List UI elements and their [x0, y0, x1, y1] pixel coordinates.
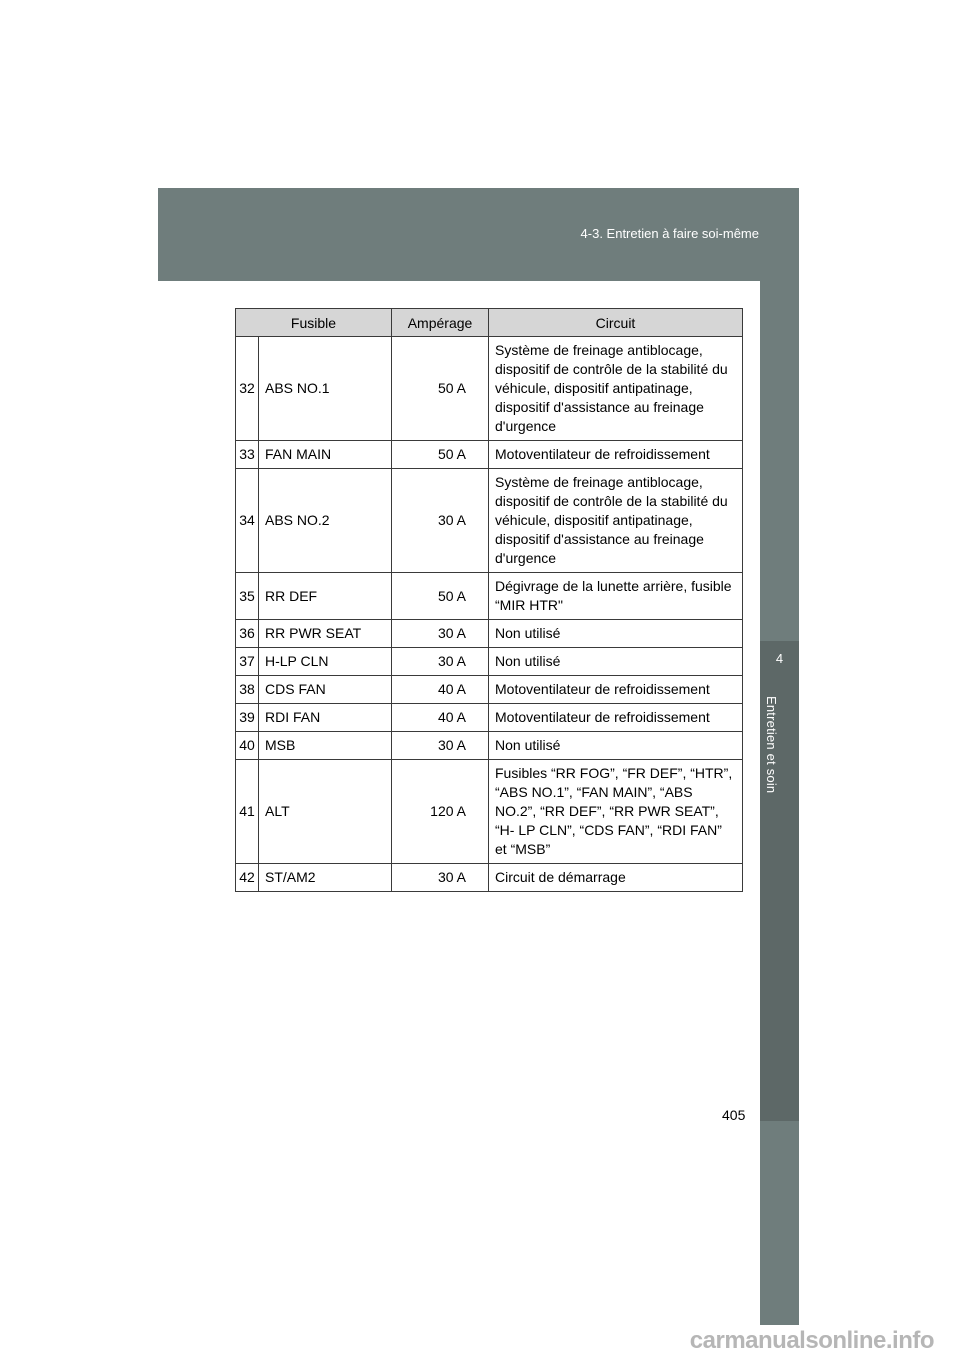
fuse-name: ST/AM2 [259, 864, 392, 892]
table-row [236, 648, 743, 676]
fuse-number: 42 [236, 864, 259, 892]
fuse-name: MSB [259, 732, 392, 760]
section-title: 4-3. Entretien à faire soi-même [580, 226, 759, 241]
table-row [236, 573, 743, 620]
table-row [236, 469, 743, 573]
fuse-circuit: Motoventilateur de refroidissement [489, 441, 743, 469]
table-row [236, 676, 743, 704]
fuse-amperage: 30 A [392, 620, 489, 648]
table-row [236, 620, 743, 648]
fuse-amperage: 50 A [392, 441, 489, 469]
chapter-label: Entretien et soin [764, 696, 779, 794]
fuse-circuit: Système de freinage antiblocage, dispositif de contrôle de la stabilité du véhicule, dispositif antipatinage, dispositif d'assistance au freinage d'urgence [489, 337, 743, 441]
section-header-band [158, 188, 799, 281]
table-row [236, 864, 743, 892]
fuse-number: 32 [236, 337, 259, 441]
watermark-text: carmanualsonline.info [689, 1327, 934, 1354]
fuse-circuit: Non utilisé [489, 732, 743, 760]
fuse-amperage: 30 A [392, 864, 489, 892]
fuse-number: 35 [236, 573, 259, 620]
table-row [236, 441, 743, 469]
chapter-number: 4 [775, 651, 784, 666]
fuse-name: ALT [259, 760, 392, 864]
fuse-name: RR PWR SEAT [259, 620, 392, 648]
fuse-amperage: 50 A [392, 337, 489, 441]
fuse-number: 37 [236, 648, 259, 676]
fuse-amperage: 30 A [392, 732, 489, 760]
fuse-circuit: Système de freinage antiblocage, dispositif de contrôle de la stabilité du véhicule, dispositif antipatinage, dispositif d'assistance au freinage d'urgence [489, 469, 743, 573]
header-circuit: Circuit [489, 309, 743, 337]
fuse-number: 39 [236, 704, 259, 732]
page-number: 405 [722, 1107, 746, 1123]
table-body [236, 337, 743, 892]
fuse-circuit: Motoventilateur de refroidissement [489, 704, 743, 732]
table-header-row [236, 309, 743, 337]
fuse-circuit: Fusibles “RR FOG”, “FR DEF”, “HTR”, “ABS NO.1”, “FAN MAIN”, “ABS NO.2”, “RR DEF”, “RR PWR SEAT”, “H- LP CLN”, “CDS FAN”, “RDI FAN” et “MSB” [489, 760, 743, 864]
fuse-number: 33 [236, 441, 259, 469]
watermark-strip [0, 1325, 960, 1358]
fuse-number: 41 [236, 760, 259, 864]
fuse-amperage: 30 A [392, 469, 489, 573]
fuse-amperage: 30 A [392, 648, 489, 676]
fuse-name: RDI FAN [259, 704, 392, 732]
fuse-name: H-LP CLN [259, 648, 392, 676]
table-row [236, 760, 743, 864]
fuse-amperage: 40 A [392, 676, 489, 704]
fuse-amperage: 50 A [392, 573, 489, 620]
fuse-name: ABS NO.1 [259, 337, 392, 441]
fuse-name: ABS NO.2 [259, 469, 392, 573]
header-fusible: Fusible [236, 309, 392, 337]
fuse-circuit: Non utilisé [489, 648, 743, 676]
fuse-circuit: Circuit de démarrage [489, 864, 743, 892]
fuse-circuit: Motoventilateur de refroidissement [489, 676, 743, 704]
fuse-circuit: Dégivrage de la lunette arrière, fusible “MIR HTR" [489, 573, 743, 620]
fuse-name: RR DEF [259, 573, 392, 620]
fuse-circuit: Non utilisé [489, 620, 743, 648]
table-row [236, 704, 743, 732]
fuse-number: 34 [236, 469, 259, 573]
fuse-amperage: 120 A [392, 760, 489, 864]
fuse-table [235, 308, 743, 892]
table-row [236, 732, 743, 760]
header-amperage: Ampérage [392, 309, 489, 337]
fuse-number: 36 [236, 620, 259, 648]
fuse-name: CDS FAN [259, 676, 392, 704]
fuse-number: 38 [236, 676, 259, 704]
fuse-number: 40 [236, 732, 259, 760]
fuse-amperage: 40 A [392, 704, 489, 732]
fuse-name: FAN MAIN [259, 441, 392, 469]
chapter-side-tab [760, 281, 799, 1358]
table-row [236, 337, 743, 441]
